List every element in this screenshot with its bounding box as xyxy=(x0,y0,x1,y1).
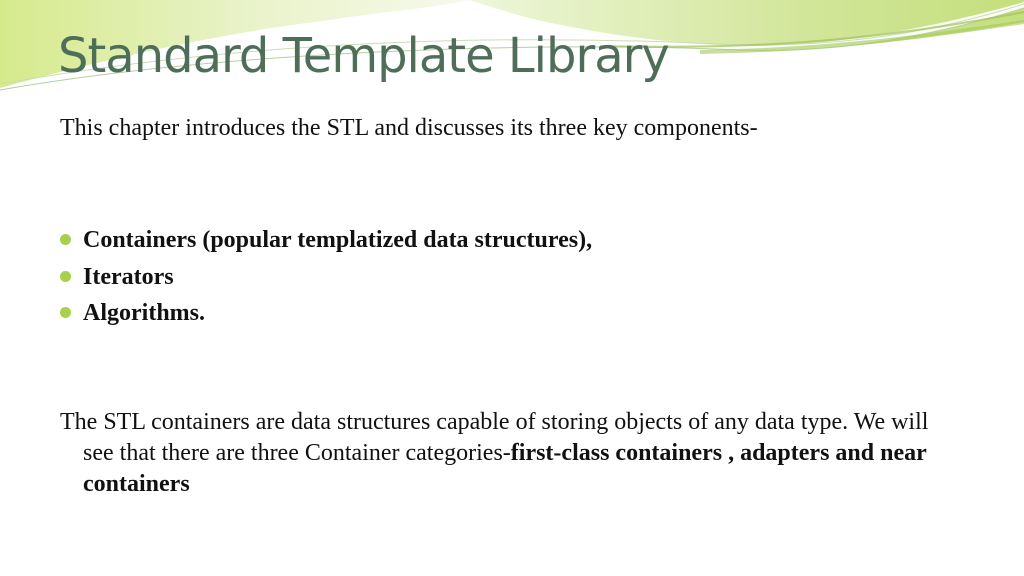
bullet-item-iterators xyxy=(60,259,592,296)
paragraph-text: The STL containers are data structures capable of storing objects of any data type. We will see that there are three Container categories- xyxy=(60,409,929,466)
paragraph-emphasis: first-class containers , adapters and near containers xyxy=(83,440,927,497)
component-bullet-list xyxy=(60,222,592,332)
bullet-label: Containers (popular templatized data structures), xyxy=(83,227,593,253)
bullet-dot-icon xyxy=(60,234,71,245)
bullet-dot-icon xyxy=(60,271,71,282)
slide-title: Standard Template Library xyxy=(58,28,669,84)
bullet-label: Iterators xyxy=(83,263,174,290)
containers-paragraph xyxy=(60,407,963,500)
bullet-item-containers xyxy=(60,222,592,259)
intro-text: This chapter introduces the STL and discusses its three key components- xyxy=(60,115,758,141)
bullet-item-algorithms xyxy=(60,295,592,332)
bullet-label: Algorithms. xyxy=(83,300,205,326)
bullet-dot-icon xyxy=(60,307,71,318)
